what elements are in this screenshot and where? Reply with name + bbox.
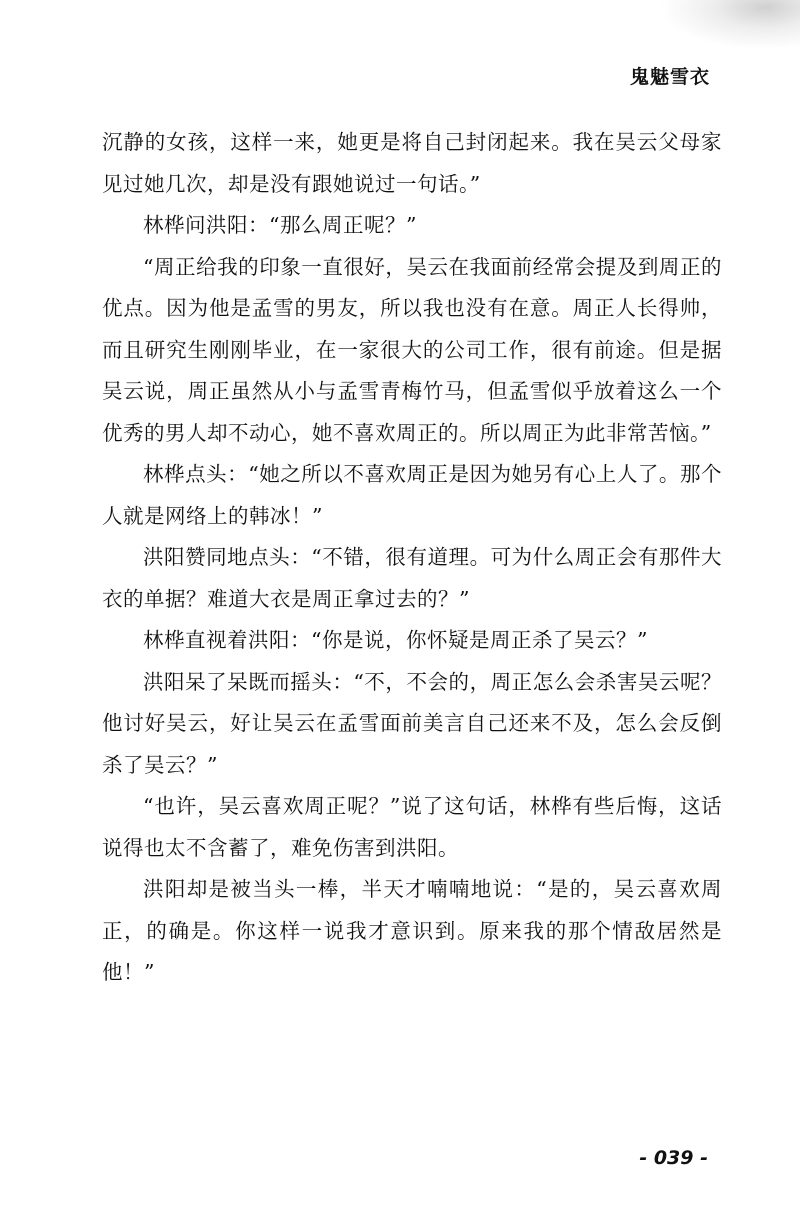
running-header-title: 鬼魅雪衣 bbox=[629, 66, 710, 88]
paragraph: “周正给我的印象一直很好，吴云在我面前经常会提及到周正的优点。因为他是孟雪的男友，所以我也没有在意。周正人长得帅，而且研究生刚刚毕业，在一家很大的公司工作，很有前途。但是据吴云说，周正虽然从小与孟雪青梅竹马，但孟雪似乎放着这么一个优秀的男人却不动心，她不喜欢周正的。所以周正为此非常苦恼。” bbox=[102, 254, 722, 445]
page-number: - 039 - bbox=[639, 1147, 708, 1169]
paragraph: 洪阳呆了呆既而摇头：“不，不会的，周正怎么会杀害吴云呢？他讨好吴云，好让吴云在孟雪面前美言自己还来不及，怎么会反倒杀了吴云？” bbox=[102, 669, 722, 777]
body-text bbox=[102, 122, 722, 994]
paragraph: 林桦问洪阳：“那么周正呢？” bbox=[143, 213, 417, 237]
paragraph: “也许，吴云喜欢周正呢？”说了这句话，林桦有些后悔，这话说得也太不含蓄了，难免伤害到洪阳。 bbox=[102, 794, 722, 860]
paragraph: 洪阳赞同地点头：“不错，很有道理。可为什么周正会有那件大衣的单据？难道大衣是周正拿过去的？” bbox=[102, 545, 722, 611]
paragraph: 林桦直视着洪阳：“你是说，你怀疑是周正杀了吴云？” bbox=[143, 628, 648, 652]
scan-smudge bbox=[660, 0, 800, 50]
paragraph: 林桦点头：“她之所以不喜欢周正是因为她另有心上人了。那个人就是网络上的韩冰！” bbox=[102, 462, 722, 528]
paragraph: 沉静的女孩，这样一来，她更是将自己封闭起来。我在吴云父母家见过她几次，却是没有跟她说过一句话。” bbox=[102, 130, 722, 196]
paragraph: 洪阳却是被当头一棒，半天才喃喃地说：“是的，吴云喜欢周正，的确是。你这样一说我才意识到。原来我的那个情敌居然是他！” bbox=[102, 877, 722, 984]
